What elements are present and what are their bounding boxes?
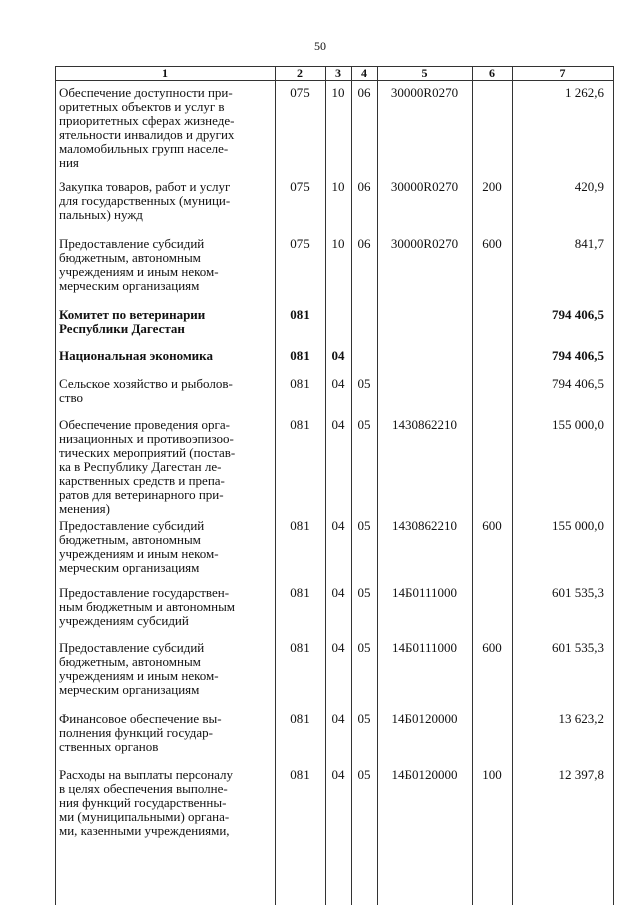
row-code-subsection: 05 (357, 518, 371, 533)
row-description: Сельское хозяйство и рыболов- ство (59, 376, 233, 405)
row-amount: 794 406,5 (552, 376, 604, 391)
header-col-6: 6 (489, 66, 495, 80)
row-code-subsection: 06 (357, 85, 371, 100)
row-amount: 794 406,5 (552, 307, 604, 322)
row-code-subsection: 05 (357, 376, 371, 391)
row-code-admin: 081 (290, 585, 310, 600)
row-code-section: 04 (331, 640, 345, 655)
row-code-admin: 075 (290, 236, 310, 251)
row-code-target: 14Б0111000 (392, 640, 457, 655)
row-code-section: 04 (331, 585, 345, 600)
row-description: Национальная экономика (59, 348, 213, 363)
row-description: Предоставление государствен- ным бюджетным и автономным учреждениям субсидий (59, 585, 236, 628)
row-code-admin: 075 (290, 179, 310, 194)
row-code-admin: 081 (290, 348, 310, 363)
column-border (613, 66, 614, 905)
row-code-expense: 600 (482, 640, 502, 655)
row-description: Закупка товаров, работ и услуг для государственных (муници- пальных) нужд (59, 179, 231, 222)
header-col-7: 7 (559, 66, 566, 80)
row-amount: 420,9 (574, 179, 604, 194)
row-code-target: 1430862210 (392, 417, 457, 432)
row-code-admin: 081 (290, 767, 310, 782)
row-code-section: 04 (331, 417, 345, 432)
row-amount: 1 262,6 (565, 85, 604, 100)
row-code-subsection: 05 (357, 585, 371, 600)
header-col-1: 1 (162, 66, 168, 80)
row-code-target: 1430862210 (392, 518, 457, 533)
row-code-section: 10 (331, 179, 345, 194)
row-code-target: 30000R0270 (390, 179, 459, 194)
row-code-target: 14Б0120000 (391, 711, 458, 726)
row-amount: 794 406,5 (552, 348, 604, 363)
row-amount: 841,7 (574, 236, 604, 251)
row-code-expense: 100 (482, 767, 502, 782)
row-code-admin: 075 (290, 85, 310, 100)
row-code-target: 14Б0120000 (391, 767, 458, 782)
row-code-section: 04 (331, 376, 345, 391)
row-code-admin: 081 (290, 307, 310, 322)
row-code-subsection: 06 (357, 179, 371, 194)
row-description: Финансовое обеспечение вы- полнения функций государ- ственных органов (59, 711, 222, 754)
row-code-admin: 081 (290, 640, 310, 655)
row-code-target: 14Б0111000 (392, 585, 457, 600)
row-description: Предоставление субсидий бюджетным, автономным учреждениям и иным неком- мерческим организациям (59, 236, 219, 293)
row-code-section: 04 (331, 767, 345, 782)
row-code-subsection: 05 (357, 711, 371, 726)
row-code-admin: 081 (290, 376, 310, 391)
row-amount: 13 623,2 (558, 711, 604, 726)
budget-table (55, 66, 614, 905)
row-description: Комитет по ветеринарии Республики Дагестан (59, 307, 206, 336)
page-number: 50 (314, 39, 326, 53)
header-col-4: 4 (361, 66, 367, 80)
row-description: Обеспечение проведения орга- низационных и противоэпизоо- тических мероприятий (постав- ка в Республику Дагестан ле- карственных средств и препа- ратов для ветеринарного при- менения) (59, 417, 236, 516)
row-amount: 155 000,0 (552, 417, 604, 432)
row-code-admin: 081 (290, 417, 310, 432)
row-code-section: 10 (331, 236, 345, 251)
row-description: Расходы на выплаты персоналу в целях обеспечения выполне- ния функций государственны- ми (муниципальными) органа- ми, казенными учреждениями, (59, 767, 234, 838)
row-code-expense: 600 (482, 518, 502, 533)
header-col-2: 2 (297, 66, 303, 80)
header-col-3: 3 (335, 66, 341, 80)
row-code-target: 30000R0270 (390, 85, 459, 100)
row-code-subsection: 06 (357, 236, 371, 251)
row-amount: 601 535,3 (552, 585, 604, 600)
row-code-expense: 200 (482, 179, 502, 194)
header-bottom-border (55, 80, 614, 81)
row-amount: 12 397,8 (558, 767, 604, 782)
row-amount: 601 535,3 (552, 640, 604, 655)
row-description: Предоставление субсидий бюджетным, автономным учреждениям и иным неком- мерческим организациям (59, 640, 219, 697)
row-code-admin: 081 (290, 518, 310, 533)
column-border (55, 66, 56, 905)
row-code-section: 04 (331, 711, 345, 726)
row-code-section: 04 (331, 348, 345, 363)
row-code-section: 10 (331, 85, 345, 100)
row-code-target: 30000R0270 (390, 236, 459, 251)
row-code-subsection: 05 (357, 767, 371, 782)
row-description: Предоставление субсидий бюджетным, автономным учреждениям и иным неком- мерческим организациям (59, 518, 219, 575)
row-code-admin: 081 (290, 711, 310, 726)
row-description: Обеспечение доступности при- оритетных объектов и услуг в приоритетных сферах жизнеде- ятельности инвалидов и других маломобильных групп населе- ния (59, 85, 235, 170)
row-amount: 155 000,0 (552, 518, 604, 533)
row-code-section: 04 (331, 518, 345, 533)
row-code-subsection: 05 (357, 417, 371, 432)
row-code-expense: 600 (482, 236, 502, 251)
header-col-5: 5 (421, 66, 428, 80)
row-code-subsection: 05 (357, 640, 371, 655)
